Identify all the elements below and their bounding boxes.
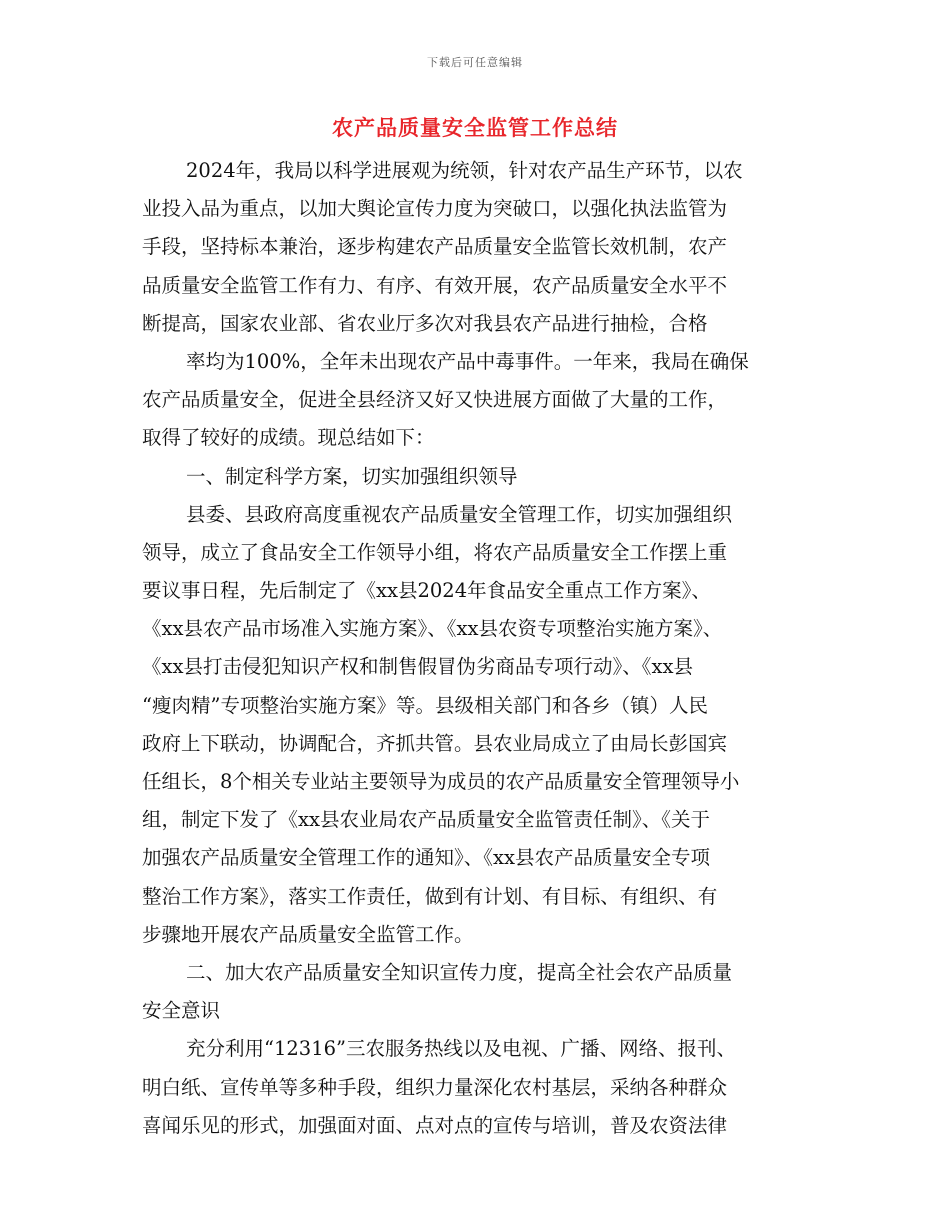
document-title: 农产品质量安全监管工作总结	[332, 116, 618, 140]
text-line: 品质量安全监管工作有力、有序、有效开展，农产品质量安全水平不	[142, 273, 728, 297]
text-line: 业投入品为重点，以加大舆论宣传力度为突破口，以强化执法监管为	[142, 197, 728, 221]
text-line: 步骤地开展农产品质量安全监管工作。	[142, 922, 474, 946]
text-line: 一、制定科学方案，切实加强组织领导	[186, 464, 518, 488]
text-line: 《xx县农产品市场准入实施方案》、《xx县农资专项整治实施方案》、	[142, 617, 723, 641]
text-line: 农产品质量安全，促进全县经济又好又快进展方面做了大量的工作，	[142, 388, 728, 412]
text-line: 组，制定下发了《xx县农业局农产品质量安全监管责任制》、《关于	[142, 808, 710, 832]
text-line: 喜闻乐见的形式，加强面对面、点对点的宣传与培训，普及农资法律	[142, 1113, 728, 1137]
text-line: 安全意识	[142, 999, 221, 1023]
text-line: 取得了较好的成绩。现总结如下：	[142, 426, 435, 450]
text-line: 《xx县打击侵犯知识产权和制售假冒伪劣商品专项行动》、《xx县	[142, 655, 693, 679]
text-line: 二、加大农产品质量安全知识宣传力度，提高全社会农产品质量	[186, 960, 733, 984]
text-line: 2024年，我局以科学进展观为统领，针对农产品生产环节，以农	[186, 159, 743, 182]
text-line: 要议事日程，先后制定了《xx县2024年食品安全重点工作方案》、	[142, 579, 711, 603]
text-line: 明白纸、宣传单等多种手段，组织力量深化农村基层，采纳各种群众	[142, 1075, 728, 1099]
text-line: 任组长，8个相关专业站主要领导为成员的农产品质量安全管理领导小	[142, 770, 740, 793]
text-line: 整治工作方案》，落实工作责任，做到有计划、有目标、有组织、有	[142, 884, 718, 908]
text-line: 率均为100%，全年未出现农产品中毒事件。一年来，我局在确保	[186, 349, 749, 373]
text-line: 县委、县政府高度重视农产品质量安全管理工作，切实加强组织	[186, 502, 733, 526]
text-line: 手段，坚持标本兼治，逐步构建农产品质量安全监管长效机制，农产	[142, 235, 728, 259]
text-line: 断提高，国家农业部、省农业厅多次对我县农产品进行抽检，合格	[142, 311, 708, 335]
text-line: 充分利用“12316”三农服务热线以及电视、广播、网络、报刊、	[186, 1037, 736, 1061]
text-line: 政府上下联动，协调配合，齐抓共管。县农业局成立了由局长彭国宾	[142, 731, 728, 755]
header-note: 下载后可任意编辑	[427, 56, 523, 69]
document-body	[142, 152, 822, 1145]
text-line: 加强农产品质量安全管理工作的通知》、《xx县农产品质量安全专项	[142, 846, 710, 870]
text-line: 领导，成立了食品安全工作领导小组，将农产品质量安全工作摆上重	[142, 540, 728, 564]
text-line: “瘦肉精”专项整治实施方案》等。县级相关部门和各乡（镇）人民	[142, 693, 708, 717]
